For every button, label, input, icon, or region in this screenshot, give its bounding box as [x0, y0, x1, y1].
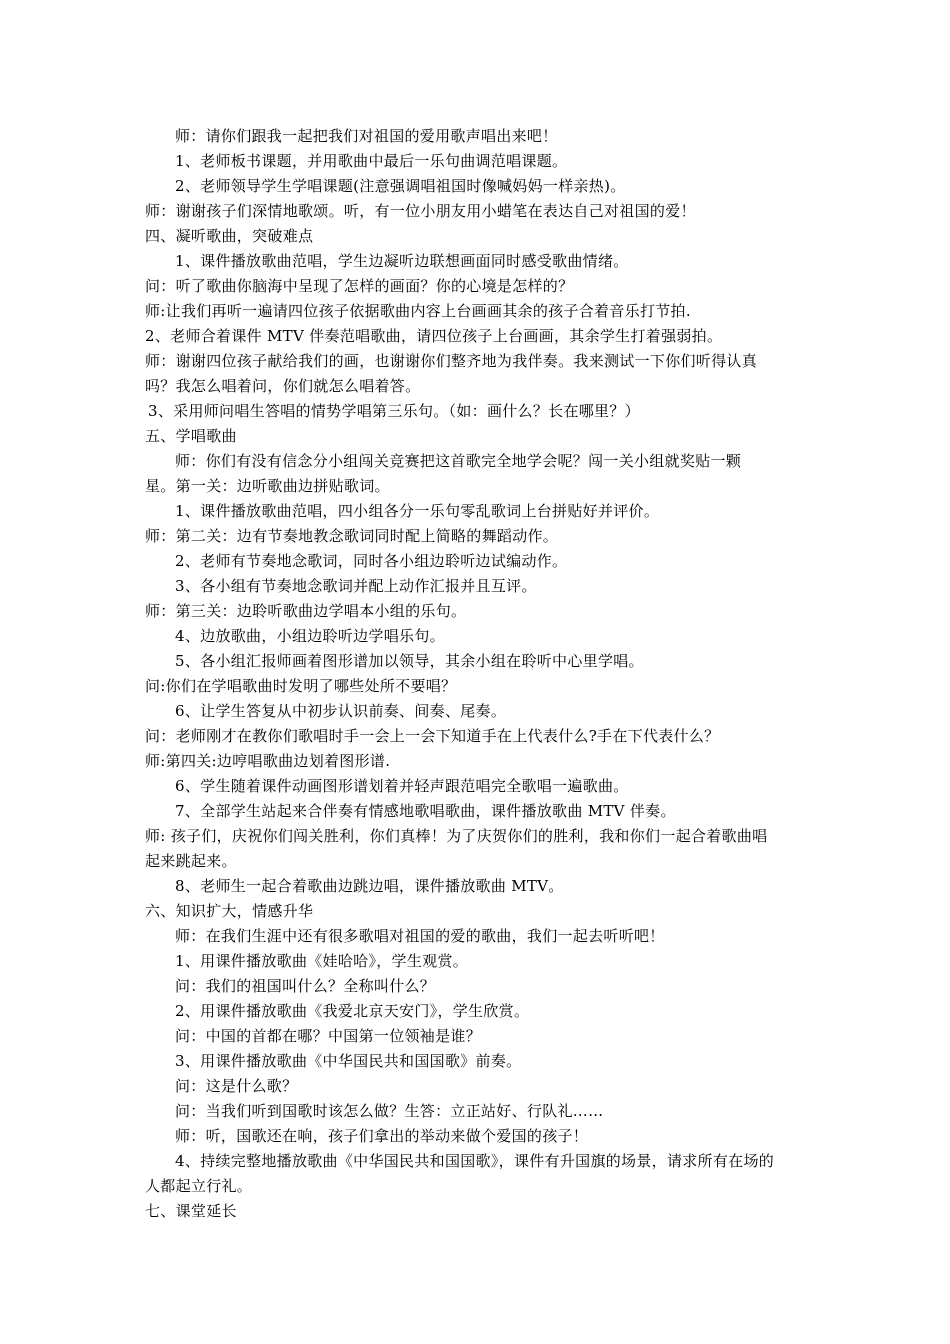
- text-line: 六、知识扩大，情感升华: [145, 902, 314, 920]
- text-line: 问：我们的祖国叫什么？全称叫什么？: [175, 977, 436, 995]
- text-line: 2、用课件播放歌曲《我爱北京天安门》，学生欣赏。: [175, 1002, 530, 1020]
- text-line: 4、边放歌曲，小组边聆听边学唱乐句。: [175, 627, 445, 645]
- text-line: 五、学唱歌曲: [145, 427, 237, 445]
- text-line: 3、各小组有节奏地念歌词并配上动作汇报并且互评。: [175, 577, 537, 595]
- text-line: 1、课件播放歌曲范唱，四小组各分一乐句零乱歌词上台拼贴好并评价。: [175, 502, 660, 520]
- text-line: 7、全部学生站起来合伴奏有情感地歌唱歌曲，课件播放歌曲 MTV 伴奏。: [175, 802, 676, 820]
- document-body: [145, 124, 815, 1224]
- text-line: 1、课件播放歌曲范唱，学生边凝听边联想画面同时感受歌曲情绪。: [175, 252, 629, 270]
- text-line: 师：你们有没有信念分小组闯关竞赛把这首歌完全地学会呢？闯一关小组就奖贴一颗: [175, 452, 742, 470]
- text-line: 6、让学生答复从中初步认识前奏、间奏、尾奏。: [175, 702, 507, 720]
- text-line: 吗？我怎么唱着问，你们就怎么唱着答。: [145, 377, 421, 395]
- text-line: 师:第四关:边哼唱歌曲边划着图形谱.: [145, 752, 391, 770]
- text-line: 问：这是什么歌？: [175, 1077, 298, 1095]
- text-line: 问:你们在学唱歌曲时发明了哪些处所不要唱？: [145, 677, 457, 695]
- text-line: 七、课堂延长: [145, 1202, 237, 1220]
- text-line: 3、用课件播放歌曲《中华国民共和国国歌》前奏。: [175, 1052, 522, 1070]
- text-line: 师：在我们生涯中还有很多歌唱对祖国的爱的歌曲，我们一起去听听吧！: [175, 927, 665, 945]
- text-line: 人都起立行礼。: [145, 1177, 253, 1195]
- text-line: 师：请你们跟我一起把我们对祖国的爱用歌声唱出来吧！: [175, 127, 558, 145]
- text-line: 师：听，国歌还在响，孩子们拿出的举动来做个爱国的孩子！: [175, 1127, 589, 1145]
- text-line: 问：老师刚才在教你们歌唱时手一会上一会下知道手在上代表什么?手在下代表什么？: [145, 727, 720, 745]
- text-line: 问：中国的首都在哪？中国第一位领袖是谁？: [175, 1027, 482, 1045]
- text-line: 4、持续完整地播放歌曲《中华国民共和国国歌》，课件有升国旗的场景，请求所有在场的: [175, 1152, 775, 1170]
- text-line: 师: 孩子们，庆祝你们闯关胜利，你们真棒！为了庆贺你们的胜利，我和你们一起合着歌曲唱: [145, 827, 768, 845]
- text-line: 问：当我们听到国歌时该怎么做？生答：立正站好、行队礼……: [175, 1102, 604, 1120]
- text-line: 师：第三关：边聆听歌曲边学唱本小组的乐句。: [145, 602, 467, 620]
- text-line: 2、老师领导学生学唱课题(注意强调唱祖国时像喊妈妈一样亲热)。: [175, 177, 626, 195]
- text-line: 1、用课件播放歌曲《娃哈哈》，学生观赏。: [175, 952, 469, 970]
- text-line: 6、学生随着课件动画图形谱划着并轻声跟范唱完全歌唱一遍歌曲。: [175, 777, 629, 795]
- text-line: 1、老师板书课题，并用歌曲中最后一乐句曲调范唱课题。: [175, 152, 568, 170]
- text-line: 星。第一关：边听歌曲边拼贴歌词。: [145, 477, 390, 495]
- text-line: 5、各小组汇报师画着图形谱加以领导，其余小组在聆听中心里学唱。: [175, 652, 644, 670]
- text-line: 师：谢谢四位孩子献给我们的画，也谢谢你们整齐地为我伴奏。我来测试一下你们听得认真: [145, 352, 758, 370]
- text-line: 2、老师合着课件 MTV 伴奏范唱歌曲，请四位孩子上台画画，其余学生打着强弱拍。: [145, 327, 723, 345]
- text-line: 2、老师有节奏地念歌词，同时各小组边聆听边试编动作。: [175, 552, 568, 570]
- text-line: 8、老师生一起合着歌曲边跳边唱，课件播放歌曲 MTV。: [175, 877, 564, 895]
- text-line: 师：谢谢孩子们深情地歌颂。听，有一位小朋友用小蜡笔在表达自己对祖国的爱！: [145, 202, 696, 220]
- text-line: 起来跳起来。: [145, 852, 237, 870]
- text-line: 四、凝听歌曲，突破难点: [145, 227, 314, 245]
- text-line: 师：第二关：边有节奏地教念歌词同时配上简略的舞蹈动作。: [145, 527, 559, 545]
- text-line: 3、采用师问唱生答唱的情势学唱第三乐句。（如：画什么？长在哪里？）: [148, 402, 640, 420]
- text-line: 师:让我们再听一遍请四位孩子依据歌曲内容上台画画其余的孩子合着音乐打节拍.: [145, 302, 691, 320]
- text-line: 问：听了歌曲你脑海中呈现了怎样的画面？你的心境是怎样的？: [145, 277, 574, 295]
